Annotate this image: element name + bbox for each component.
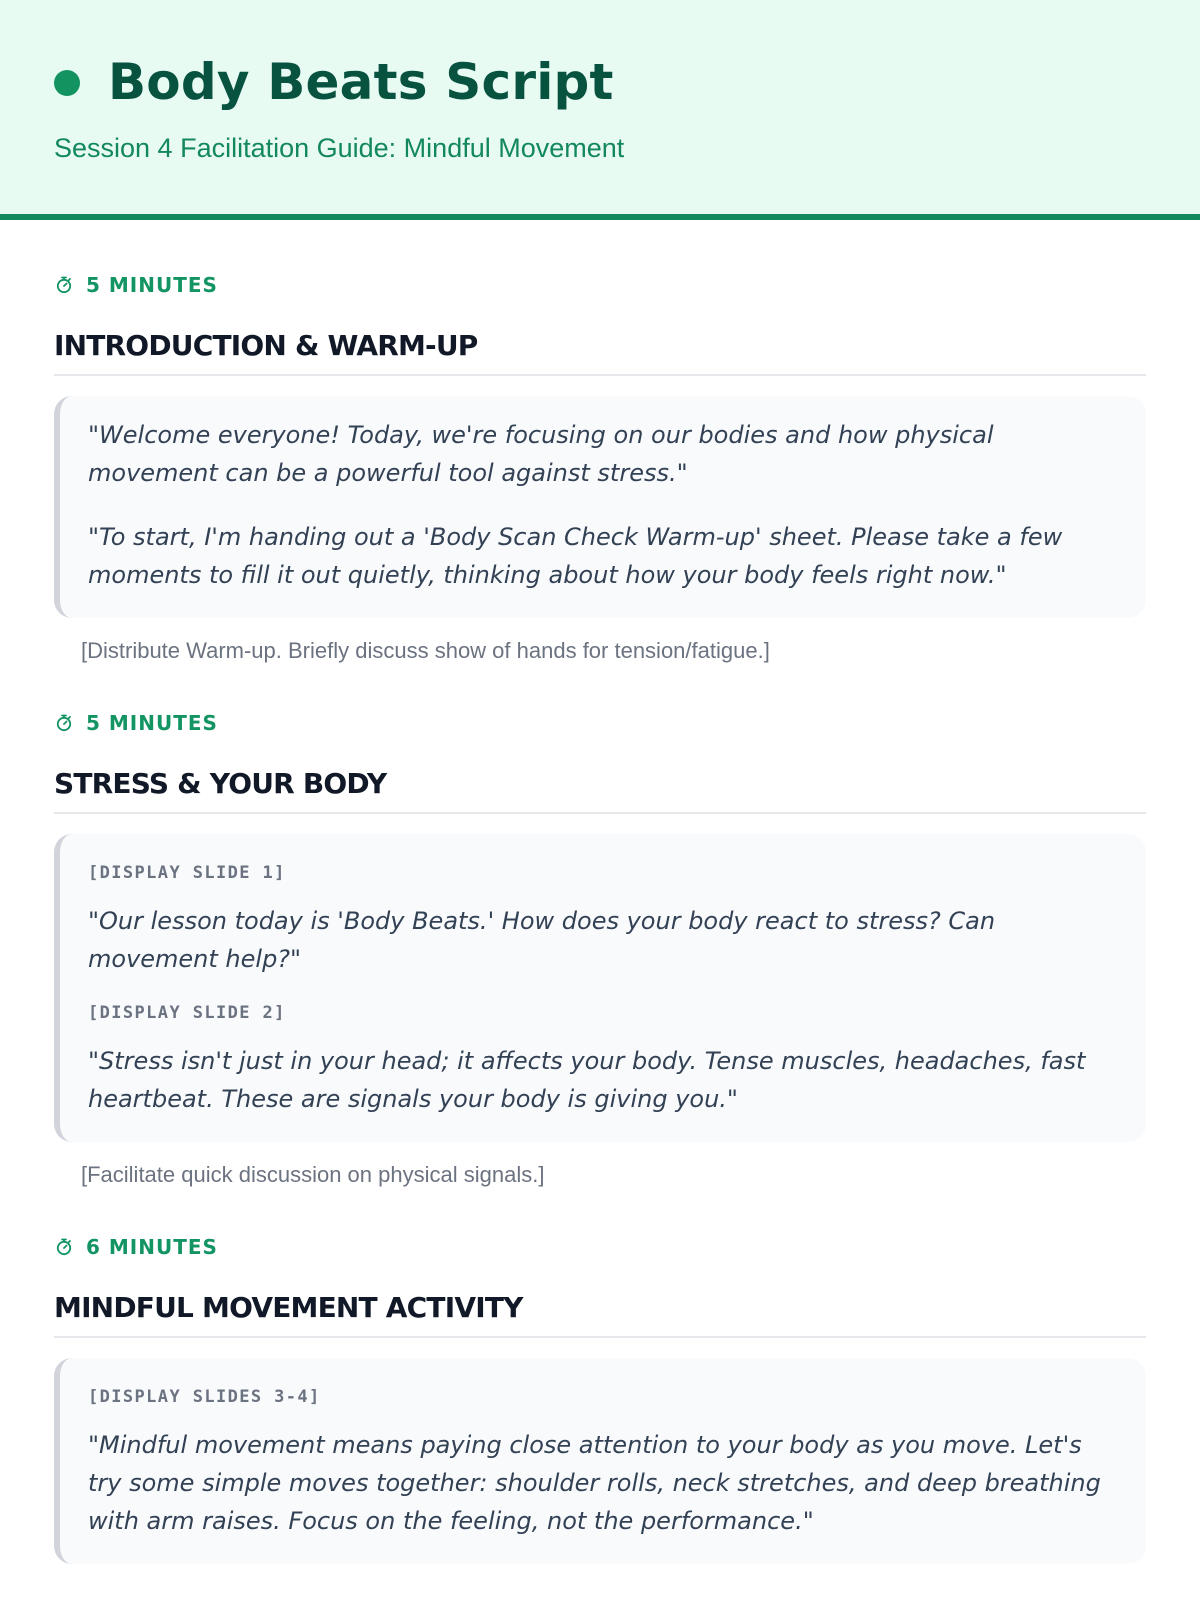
section-mindful-movement-activity <box>54 1234 1146 1564</box>
stopwatch-icon <box>54 713 74 733</box>
time-label: 5 MINUTES <box>86 273 218 297</box>
facilitator-note: [Distribute Warm-up. Briefly discuss show of hands for tension/fatigue.] <box>81 638 770 663</box>
page-title: Body Beats Script <box>108 53 614 111</box>
section-time-row <box>54 1234 1146 1260</box>
section-heading: MINDFUL MOVEMENT ACTIVITY <box>54 1288 1146 1338</box>
stopwatch-icon <box>54 275 74 295</box>
script-content <box>0 220 1200 1564</box>
facilitator-note: [Facilitate quick discussion on physical signals.] <box>81 1162 545 1187</box>
page-subtitle: Session 4 Facilitation Guide: Mindful Movement <box>54 133 625 163</box>
stopwatch-icon <box>54 1237 74 1257</box>
script-box <box>54 396 1146 618</box>
section-heading: INTRODUCTION & WARM-UP <box>54 326 1146 376</box>
script-box <box>54 1358 1146 1564</box>
time-label: 6 MINUTES <box>86 1235 218 1259</box>
section-time-row <box>54 272 1146 298</box>
script-quote: "Mindful movement means paying close attention to your body as you move. Let's try some simple moves together: shoulder rolls, neck stretches, and deep breathing with arm raises. Focus on the feeling, not the performance." <box>88 1431 1101 1535</box>
display-slide-tag: [DISPLAY SLIDE 1] <box>88 863 286 883</box>
script-quote: "To start, I'm handing out a 'Body Scan Check Warm-up' sheet. Please take a few moments to fill it out quietly, thinking about how your body feels right now." <box>88 523 1063 589</box>
page-header <box>0 0 1200 220</box>
display-slide-tag: [DISPLAY SLIDE 2] <box>88 1003 286 1023</box>
time-label: 5 MINUTES <box>86 711 218 735</box>
section-time-row <box>54 710 1146 736</box>
section-stress-your-body <box>54 710 1146 1190</box>
display-slide-tag: [DISPLAY SLIDES 3-4] <box>88 1387 321 1407</box>
status-dot-icon <box>54 70 80 96</box>
script-box <box>54 834 1146 1142</box>
script-quote: "Stress isn't just in your head; it affects your body. Tense muscles, headaches, fast heartbeat. These are signals your body is giving you." <box>88 1047 1086 1113</box>
section-heading: STRESS & YOUR BODY <box>54 764 1146 814</box>
section-introduction-warm-up <box>54 272 1146 666</box>
script-quote: "Our lesson today is 'Body Beats.' How does your body react to stress? Can movement help?" <box>88 907 996 973</box>
script-quote: "Welcome everyone! Today, we're focusing on our bodies and how physical movement can be a powerful tool against stress." <box>88 421 994 487</box>
